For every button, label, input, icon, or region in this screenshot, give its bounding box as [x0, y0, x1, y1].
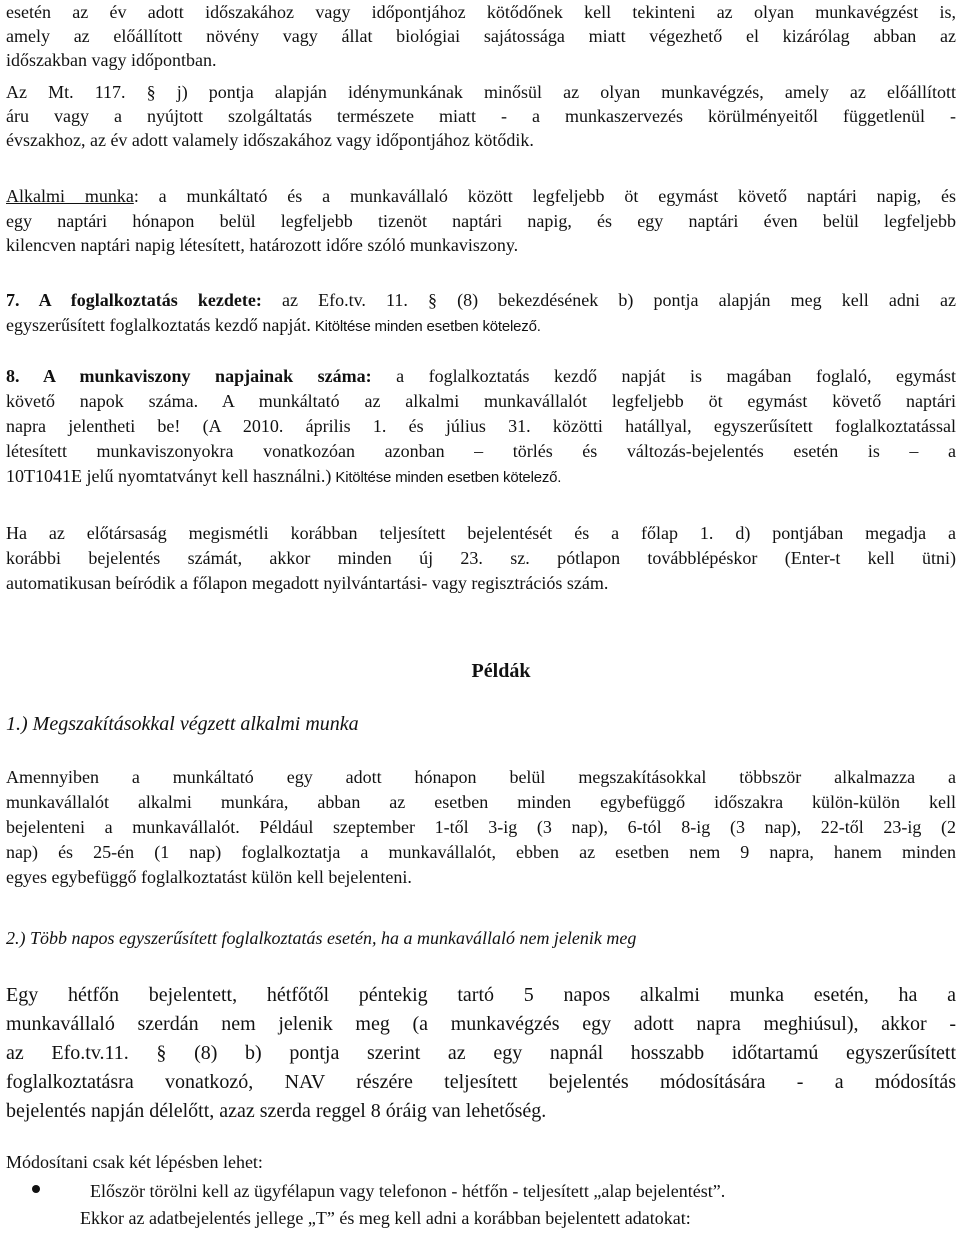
term-casual-work: Alkalmi munka — [6, 186, 134, 206]
steps-intro: Módosítani csak két lépésben lehet: — [6, 1152, 263, 1172]
example-2-body — [6, 981, 956, 1126]
paragraph-seasonal-work — [6, 0, 956, 152]
bullet-icon — [32, 1185, 40, 1193]
text-line: Az Mt. 117. § j) pontja alapján idénymunkának minősül az olyan munkavégzés, amely az előállított — [6, 82, 956, 102]
text-line: egy naptári hónapon belül legfeljebb tizenöt naptári napig, és egy naptári éven belül legfeljebb — [6, 210, 956, 231]
text-line: bejelentés napján délelőtt, azaz szerda reggel 8 óráig van lehetőség. — [6, 1100, 547, 1122]
section-7 — [6, 288, 956, 339]
text-line: kilencven naptári napig létesített, határozott időre szóló munkaviszony. — [6, 235, 519, 255]
section-heading: 7. A foglalkoztatás kezdete: — [6, 290, 262, 310]
example-1-title: 1.) Megszakításokkal végzett alkalmi munka — [6, 713, 359, 735]
text-line: foglalkoztatásra vonatkozó, NAV részére teljesített bejelentés módosítására - a módosítás — [6, 1071, 956, 1093]
mandatory-note: Kitöltése minden esetben kötelező. — [310, 318, 541, 335]
text-line — [6, 288, 956, 313]
text-line: korábbi bejelentés számát, akkor minden új 23. sz. pótlapon továbblépéskor (Enter-t kell ütni) — [6, 548, 956, 568]
bullet-item-continuation: Ekkor az adatbejelentés jellege „T” és meg kell adni a korábban bejelentett adatokat: — [80, 1208, 691, 1228]
text-span: a foglalkoztatás kezdő napját is magában foglaló, egymást — [371, 366, 956, 386]
text-span: 10T1041E jelű nyomtatványt kell használni.) — [6, 466, 332, 486]
text-span: : a munkáltató és a munkavállaló között legfeljebb öt egymást követő naptári napig, és — [133, 186, 957, 206]
text-line: az Efo.tv.11. § (8) b) pontja szerint az egy napnál hosszabb időtartamú egyszerűsített — [6, 1042, 956, 1064]
example-1-body — [6, 765, 956, 890]
section-heading: 8. A munkaviszony napjainak száma: — [6, 366, 372, 386]
examples-heading: Példák — [471, 660, 531, 682]
text-span: egyszerűsített foglalkoztatás kezdő napját. — [6, 315, 311, 335]
text-line: egyes egybefüggő foglalkoztatást külön kell bejelenteni. — [6, 867, 412, 887]
text-line — [6, 313, 956, 339]
text-line: áru vagy a nyújtott szolgáltatás természete miatt - a munkaszervezés körülményeitől függetlenül - — [6, 106, 956, 126]
text-line — [6, 364, 956, 389]
text-line: létesített munkaviszonyokra vonatkozóan azonban – törlés és változás-bejelentés esetén is – a — [6, 441, 956, 461]
paragraph-predecessor — [6, 521, 956, 596]
text-span: az Efo.tv. 11. § (8) bekezdésének b) pontja alapján meg kell adni az — [261, 290, 957, 310]
text-line: Amennyiben a munkáltató egy adott hónapon belül megszakításokkal többször alkalmazza a — [6, 767, 956, 787]
mandatory-note: Kitöltése minden esetben kötelező. — [331, 469, 562, 486]
text-line: nap) és 25-én (1 nap) foglalkoztatja a munkavállalót, ebben az esetben nem 9 napra, hanem minden — [6, 842, 956, 862]
text-line: Ha az előtársaság megismétli korábban teljesített bejelentését és a főlap 1. d) pontjában megadja a — [6, 523, 956, 543]
text-line: automatikusan beíródik a főlapon megadott nyilvántartási- vagy regisztrációs szám. — [6, 573, 609, 593]
text-line: munkavállaló szerdán nem jelenik meg (a munkavégzés egy adott napra meghiúsul), akkor - — [6, 1013, 956, 1035]
bullet-item: Először törölni kell az ügyfélapun vagy telefonon - hétfőn - teljesített „alap bejelentést”. — [90, 1181, 726, 1201]
text-line: esetén az év adott időszakához vagy időpontjához kötődőnek kell tekinteni az olyan munkavégzést is, — [6, 2, 956, 22]
example-2-title: 2.) Több napos egyszerűsített foglalkoztatás esetén, ha a munkavállaló nem jelenik meg — [6, 928, 637, 948]
text-line: amely az előállított növény vagy állat biológiai sajátossága miatt végezhető el kizárólag abban az — [6, 26, 956, 46]
paragraph-casual-work — [6, 184, 956, 258]
text-line: követő napok száma. A munkáltató az alkalmi munkavállalót legfeljebb öt egymást követő naptári — [6, 391, 956, 411]
text-line: évszakhoz, az év adott valamely időszakához vagy időpontjához kötődik. — [6, 130, 534, 150]
text-line — [6, 184, 956, 209]
text-line: időszakban vagy időpontban. — [6, 50, 217, 70]
text-line: bejelenteni a munkavállalót. Például szeptember 1-től 3-ig (3 nap), 6-tól 8-ig (3 nap), 22-től 23-ig (2 — [6, 817, 956, 837]
text-line — [6, 464, 956, 490]
text-line: Egy hétfőn bejelentett, hétfőtől péntekig tartó 5 napos alkalmi munka esetén, ha a — [6, 984, 956, 1006]
text-line: napra jelentheti be! (A 2010. április 1. és július 31. közötti hatállyal, egyszerűsített foglalkoztatással — [6, 416, 956, 436]
section-8 — [6, 364, 956, 490]
text-line: munkavállalót alkalmi munkára, abban az esetben minden egybefüggő időszakra külön-külön kell — [6, 792, 956, 812]
